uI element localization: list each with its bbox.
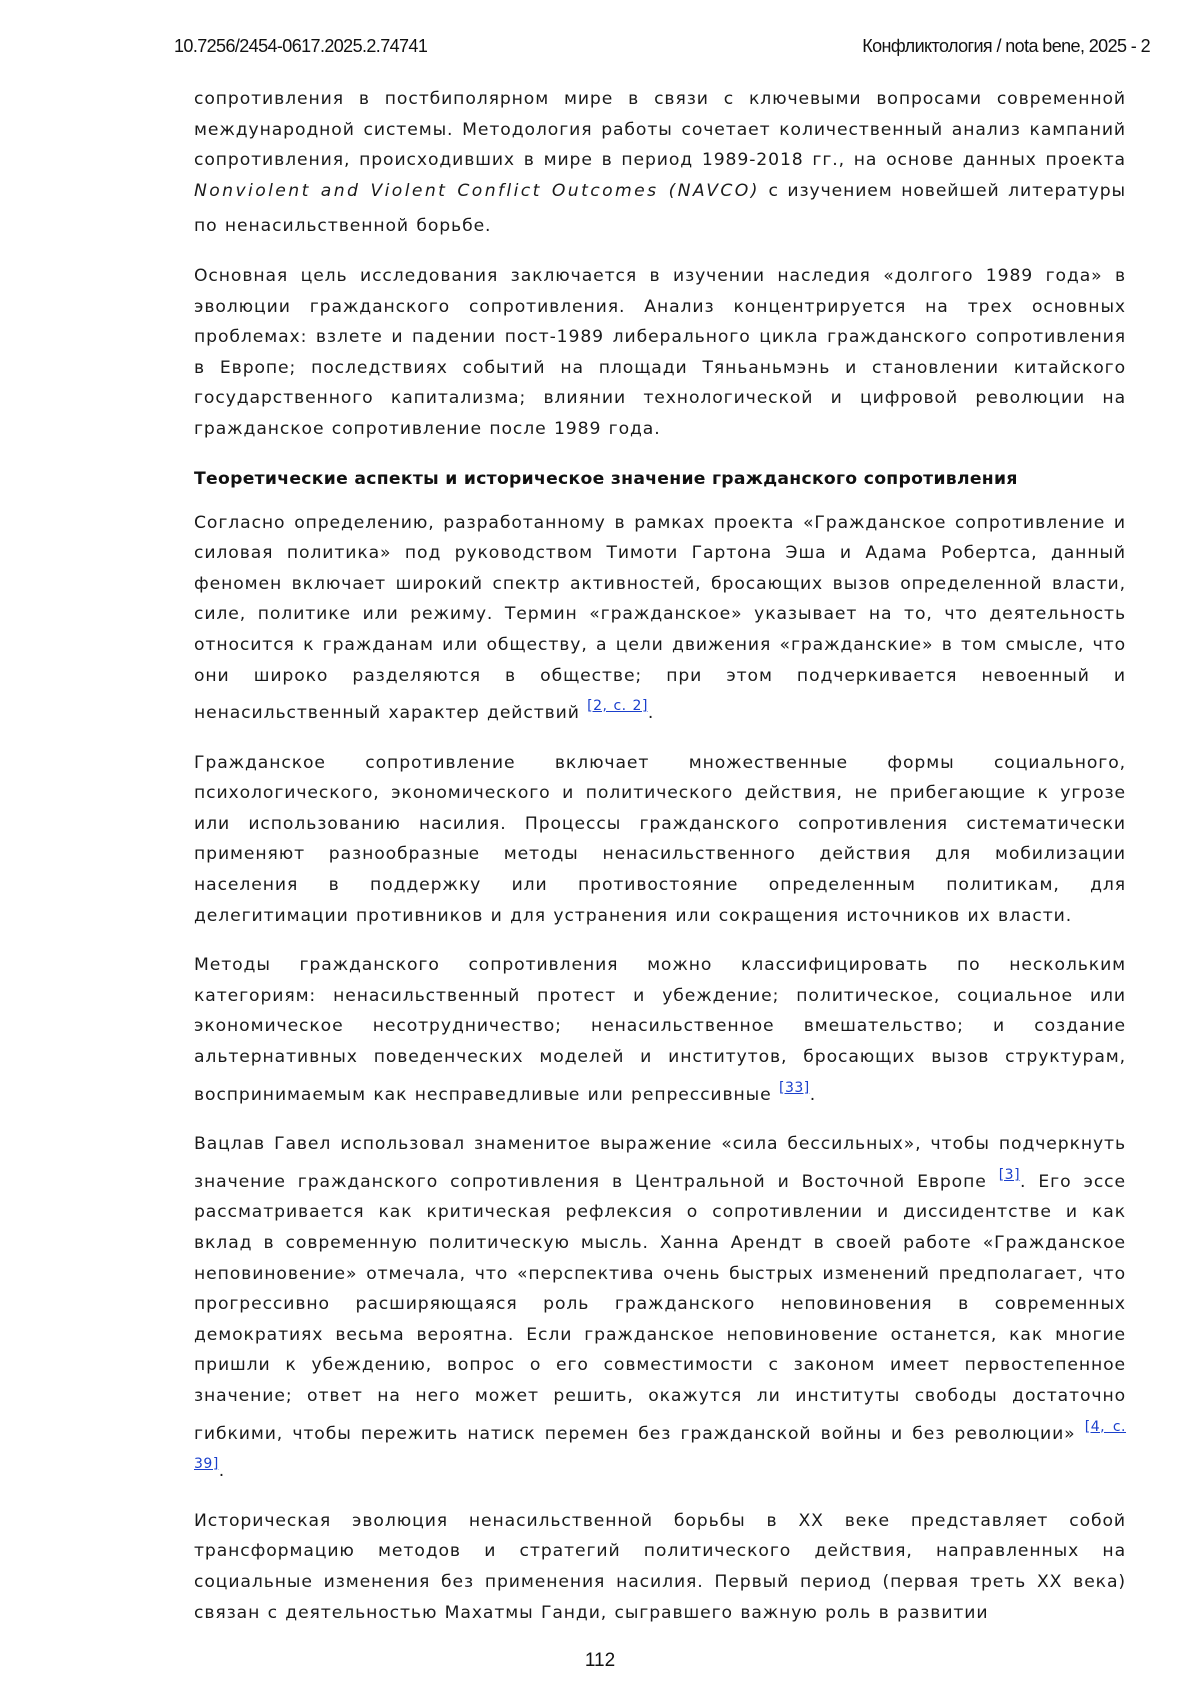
citation-link[interactable]: [3]: [998, 1166, 1021, 1183]
doi-label: 10.7256/2454-0617.2025.2.74741: [174, 36, 428, 56]
page-number: 112: [584, 1650, 616, 1671]
paragraph-text: с изучением новейшей литературы по ненасильственной борьбе.: [194, 180, 1126, 237]
citation-link[interactable]: [2, с. 2]: [587, 698, 648, 715]
section-heading: Теоретические аспекты и историческое значение гражданского сопротивления: [194, 468, 1018, 489]
journal-title: Конфликтология / nota bene, 2025 - 2: [862, 36, 1150, 56]
citation-link[interactable]: [33]: [778, 1079, 810, 1096]
paragraph-forms: Гражданское сопротивление включает множественные формы социального, психологического, экономического и политического действия, не прибегающие к угрозе или использованию насилия. Процессы гражданского сопротивления систематически применяют разнообразные методы ненасильственного действия для мобилизации населения в поддержку или противостояние определенным политикам, для делегитимации противников и для устранения или сокращения источников их власти.: [194, 752, 1126, 926]
page-header: [174, 36, 1150, 60]
paragraph-goal: Основная цель исследования заключается в изучении наследия «долгого 1989 года» в эволюции гражданского сопротивления. Анализ концентрируется на трех основных проблемах: взлете и падении пост-1989 либерального цикла гражданского сопротивления в Европе; последствиях событий на площади Тяньаньмэнь и становлении китайского государственного капитализма; влиянии технологической и цифровой революции на гражданское сопротивление после 1989 года.: [194, 265, 1126, 439]
paragraph-history: Историческая эволюция ненасильственной борьбы в XX веке представляет собой трансформацию методов и стратегий политического действия, направленных на социальные изменения без применения насилия. Первый период (первая треть XX века) связан с деятельностью Махатмы Ганди, сыгравшего важную роль в развитии: [194, 1510, 1126, 1623]
citation-link[interactable]: [4, с. 39]: [194, 1418, 1127, 1473]
paragraph-methodology: [194, 84, 1126, 242]
paragraph-text: сопротивления в постбиполярном мире в связи с ключевыми вопросами современной международной системы. Методология работы сочетает количественный анализ кампаний сопротивления, происходивших в мире в период 1989-2018 гг., на основе данных проекта: [194, 89, 1126, 171]
project-name: Nonviolent and Violent Conflict Outcomes (NAVCO): [194, 180, 760, 201]
paragraph-havel-arendt: Вацлав Гавел использовал знаменитое выражение «сила бессильных», чтобы подчеркнуть значение гражданского сопротивления в Центральной и Восточной Европе [3]. Его эссе рассматривается как критическая рефлексия о сопротивлении и диссидентстве и как вклад в современную политическую мысль. Ханна Арендт в своей работе «Гражданское неповиновение» отмечала, что «перспектива очень быстрых изменений предполагает, что прогрессивно расширяющаяся роль гражданского неповиновения в современных демократиях весьма вероятна. Если гражданское неповиновение останется, как многие пришли к убеждению, вопрос о его совместимости с законом имеет первостепенное значение; ответ на него может решить, окажутся ли институты свободы достаточно гибкими, чтобы пережить натиск перемен без гражданской войны и без революции» [4, с. 39].: [194, 1134, 1127, 1482]
paragraph-definition: Согласно определению, разработанному в рамках проекта «Гражданское сопротивление и силовая политика» под руководством Тимоти Гартона Эша и Адама Робертса, данный феномен включает широкий спектр активностей, бросающих вызов определенной власти, силе, политике или режиму. Термин «гражданское» указывает на то, что деятельность относится к гражданам или обществу, а цели движения «гражданские» в том смысле, что они широко разделяются в обществе; при этом подчеркивается невоенный и ненасильственный характер действий [2, с. 2].: [194, 512, 1126, 724]
paragraph-methods: Методы гражданского сопротивления можно классифицировать по нескольким категориям: ненасильственный протест и убеждение; политическое, социальное или экономическое несотрудничество; ненасильственное вмешательство; и создание альтернативных поведенческих моделей и институтов, бросающих вызов структурам, воспринимаемым как несправедливые или репрессивные [33].: [194, 955, 1126, 1105]
article-body: [194, 84, 1126, 1647]
